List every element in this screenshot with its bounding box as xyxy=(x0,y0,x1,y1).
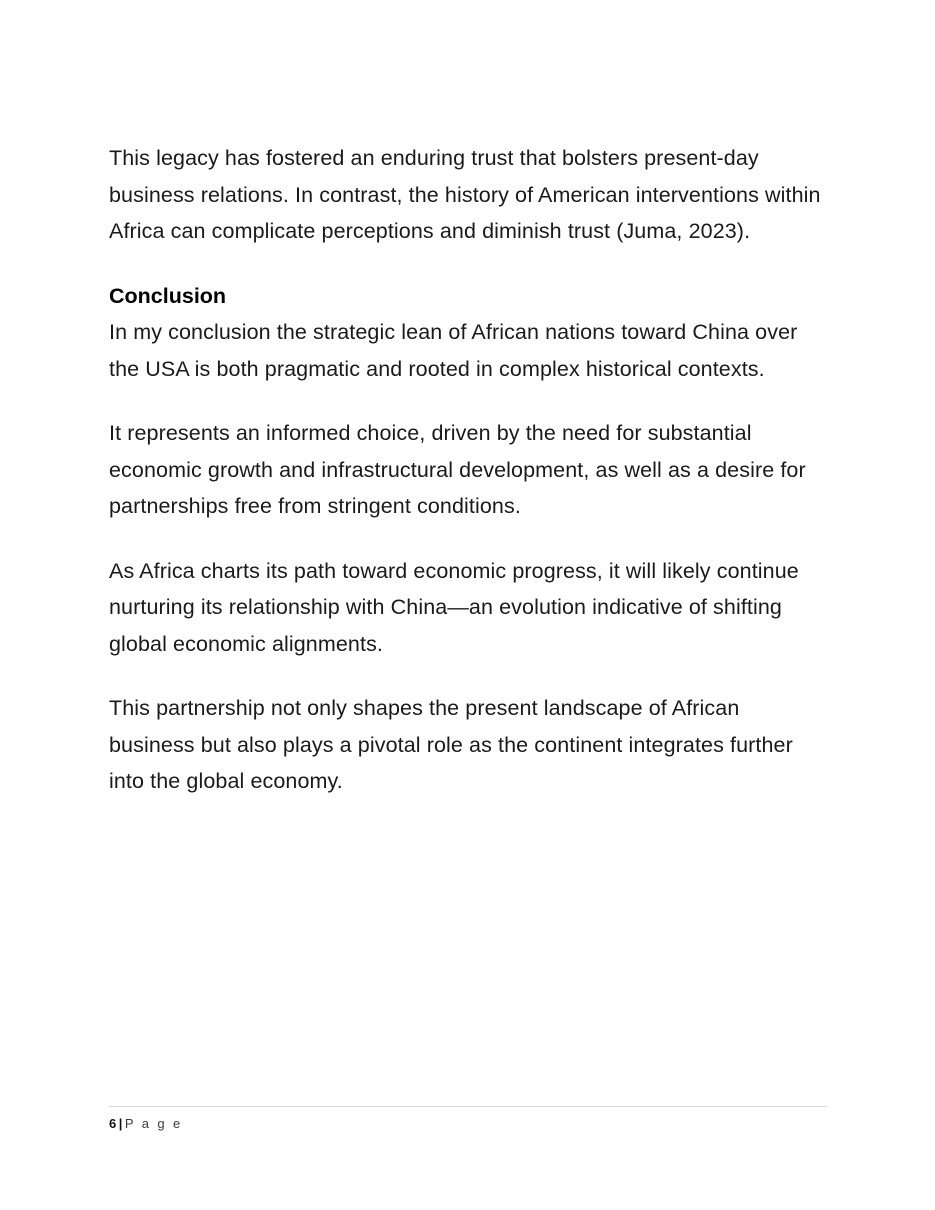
page-footer xyxy=(109,1106,826,1131)
footer-page-number: 6 xyxy=(109,1116,117,1131)
section-heading-conclusion: Conclusion xyxy=(109,283,227,308)
footer-page-indicator xyxy=(109,1116,826,1131)
paragraph-conclusion-3: As Africa charts its path toward economic progress, it will likely continue nurturing its relationship with China—an evolution indicative of shifting global economic alignments. xyxy=(109,558,799,656)
paragraph-intro: This legacy has fostered an enduring trust that bolsters present-day business relations. In contrast, the history of American interventions within Africa can complicate perceptions and diminish trust (Juma, 2023). xyxy=(109,146,821,243)
footer-separator: | xyxy=(118,1116,123,1131)
paragraph-conclusion-2: It represents an informed choice, driven by the need for substantial economic growth and infrastructural development, as well as a desire for partnerships free from stringent conditions. xyxy=(109,421,806,518)
paragraph-conclusion-4: This partnership not only shapes the present landscape of African business but also plays a pivotal role as the continent integrates further into the global economy. xyxy=(109,696,793,793)
document-body xyxy=(109,140,825,800)
footer-page-label: P a g e xyxy=(124,1116,183,1131)
paragraph-conclusion-1: In my conclusion the strategic lean of African nations toward China over the USA is both pragmatic and rooted in complex historical contexts. xyxy=(109,320,798,381)
